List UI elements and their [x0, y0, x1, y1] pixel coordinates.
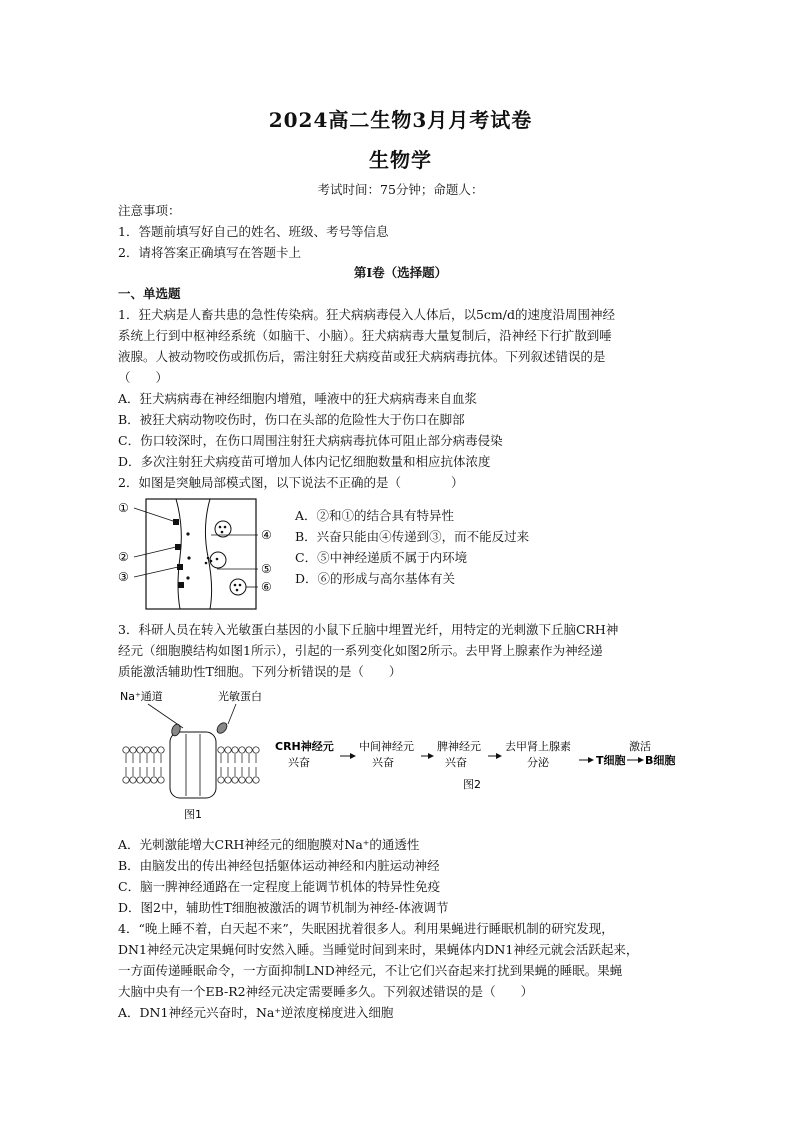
q1-stem-line: 液腺。人被动物咬伤或抓伤后，需注射狂犬病疫苗或狂犬病病毒抗体。下列叙述错误的是 [118, 349, 606, 364]
label-6: ⑥ [261, 580, 272, 594]
fig1-opsin-label: 光敏蛋白 [218, 690, 262, 703]
b-cell-label: B细胞 [645, 754, 676, 767]
q3-stem-line: 质能激活辅助性T细胞。下列分析错误的是（ ） [118, 664, 402, 679]
notes-heading: 注意事项： [118, 203, 181, 218]
q2-stem: 2．如图是突触局部模式图，以下说法不正确的是（ ） [118, 475, 464, 490]
fig2-caption: 图2 [463, 778, 481, 791]
q3-option-c: C．脑一脾神经通路在一定程度上能调节机体的特异性免疫 [118, 879, 441, 894]
q4-stem-line: 大脑中央有一个EB-R2神经元决定需要睡多久。下列叙述错误的是（ ） [118, 984, 534, 999]
exam-time: 考试时间：75分钟；命题人： [317, 182, 484, 197]
q3-option-b: B．由脑发出的传出神经包括躯体运动神经和内脏运动神经 [118, 858, 440, 873]
q4-option-a: A．DN1神经元兴奋时，Na⁺逆浓度梯度进入细胞 [118, 1005, 394, 1020]
step-crh-top: CRH神经元 [275, 740, 334, 753]
figure-1-membrane [118, 688, 278, 828]
step-spleen-top: 脾神经元 [437, 740, 481, 753]
q2-option-d: D．⑥的形成与高尔基体有关 [295, 571, 456, 586]
step-inter-top: 中间神经元 [359, 740, 414, 753]
step-ne-bottom: 分泌 [527, 756, 549, 769]
fig1-na-channel-label: Na⁺通道 [120, 690, 163, 703]
label-5: ⑤ [261, 562, 272, 576]
q1-stem-line: （ ） [118, 370, 169, 385]
t-cell-label: T细胞 [596, 754, 626, 767]
label-4: ④ [261, 528, 272, 542]
activate-label: 激活 [629, 740, 651, 753]
q1-option-d: D．多次注射狂犬病疫苗可增加人体内记忆细胞数量和相应抗体浓度 [118, 454, 491, 469]
q2-option-a: A．②和①的结合具有特异性 [295, 508, 455, 523]
question-2 [118, 472, 683, 613]
page-title: 2024高二生物3月月考试卷 [268, 108, 533, 132]
question-3 [118, 619, 683, 918]
q2-option-c: C．⑤中神经递质不属于内环境 [295, 550, 468, 565]
q1-stem-line: 1．狂犬病是人畜共患的急性传染病。狂犬病病毒侵入人体后，以5cm/d的速度沿周围神经 [118, 307, 615, 322]
q3-option-d: D．图2中，辅助性T细胞被激活的调节机制为神经-体液调节 [118, 900, 449, 915]
q3-stem-line: 3．科研人员在转入光敏蛋白基因的小鼠下丘脑中埋置光纤，用特定的光刺激下丘脑CRH神 [118, 622, 619, 637]
q3-stem-line: 经元（细胞膜结构如图1所示），引起的一系列变化如图2所示。去甲肾上腺素作为神经递 [118, 643, 603, 658]
synapse-diagram [118, 497, 288, 613]
q1-option-a: A．狂犬病病毒在神经细胞内增殖，唾液中的狂犬病病毒来自血浆 [118, 391, 478, 406]
step-inter-bottom: 兴奋 [372, 756, 394, 769]
q1-stem-line: 系统上行到中枢神经系统（如脑干、小脑）。狂犬病病毒大量复制后，沿神经下行扩散到唾 [118, 328, 612, 343]
note-item: 1．答题前填写好自己的姓名、班级、考号等信息 [118, 224, 389, 239]
question-type-title: 一、单选题 [118, 286, 181, 301]
label-1: ① [118, 501, 129, 515]
q2-option-b: B．兴奋只能由④传递到③，而不能反过来 [295, 529, 530, 544]
label-3: ③ [118, 570, 129, 584]
q4-stem-line: 4．“晚上睡不着，白天起不来”，失眠困扰着很多人。利用果蝇进行睡眠机制的研究发现， [118, 921, 614, 936]
page-subtitle: 生物学 [369, 148, 432, 172]
note-item: 2．请将答案正确填写在答题卡上 [118, 245, 301, 260]
figure-2-pathway [273, 688, 683, 828]
q1-option-c: C．伤口较深时，在伤口周围注射狂犬病病毒抗体可阻止部分病毒侵染 [118, 433, 503, 448]
q4-stem-line: DN1神经元决定果蝇何时安然入睡。当睡觉时间到来时，果蝇体内DN1神经元就会活跃起来， [118, 942, 639, 957]
step-spleen-bottom: 兴奋 [445, 756, 467, 769]
part-title: 第I卷（选择题） [353, 265, 448, 280]
q3-option-a: A．光刺激能增大CRH神经元的细胞膜对Na⁺的通透性 [118, 837, 420, 852]
q1-option-b: B．被狂犬病动物咬伤时，伤口在头部的危险性大于伤口在脚部 [118, 412, 465, 427]
exam-page [118, 100, 683, 1023]
q4-stem-line: 一方面传递睡眠命令，一方面抑制LND神经元，不让它们兴奋起来打扰到果蝇的睡眠。果蝇 [118, 963, 623, 978]
step-crh-bottom: 兴奋 [288, 756, 310, 769]
question-4 [118, 918, 683, 1023]
label-2: ② [118, 550, 129, 564]
fig1-caption: 图1 [184, 808, 202, 821]
step-ne-top: 去甲肾上腺素 [505, 740, 571, 753]
question-1 [118, 304, 683, 472]
